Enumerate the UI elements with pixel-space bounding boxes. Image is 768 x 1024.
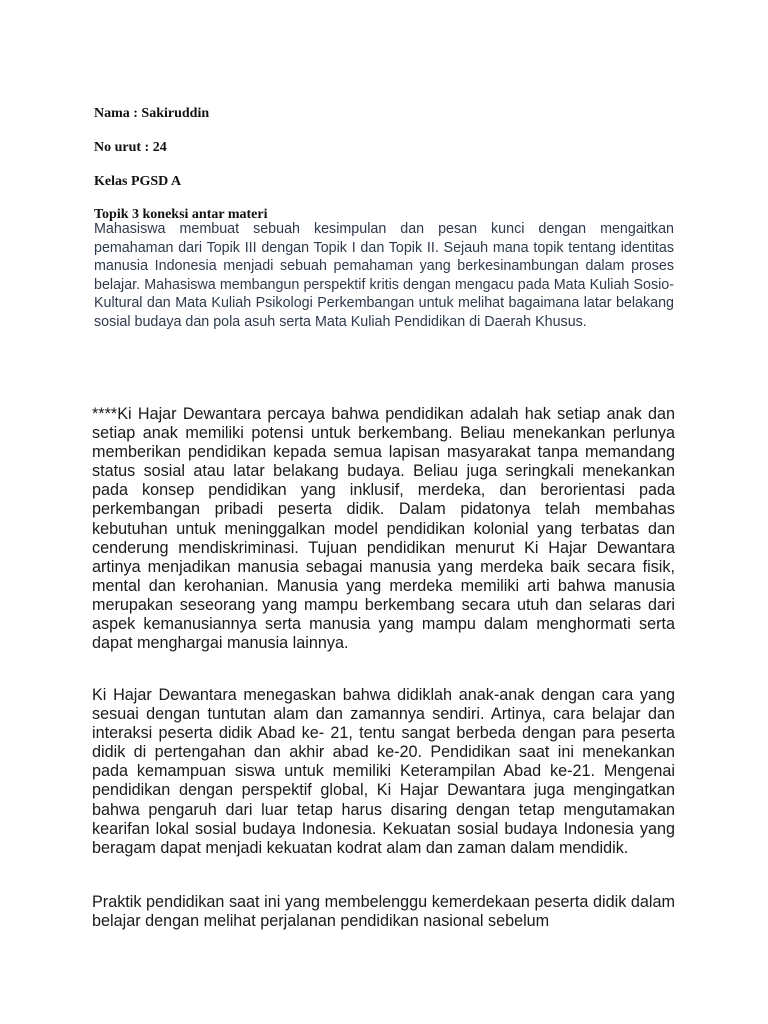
class-label: Kelas PGSD A bbox=[94, 174, 182, 189]
student-number: No urut : 24 bbox=[94, 140, 167, 155]
body-paragraph-2: Ki Hajar Dewantara menegaskan bahwa didiklah anak-anak dengan cara yang sesuai dengan tuntutan alam dan zamannya sendiri. Artinya, cara belajar dan interaksi peserta didik Abad ke- 21, tentu sangat berbeda dengan para peserta didik di pertengahan dan akhir abad ke-20. Pendidikan saat ini menekankan pada kemampuan siswa untuk memiliki Keterampilan Abad ke-21. Mengenai pendidikan dengan perspektif global, Ki Hajar Dewantara juga mengingatkan bahwa pengaruh dari luar tetap harus disaring dengan tetap mengutamakan kearifan lokal sosial budaya Indonesia. Kekuatan sosial budaya Indonesia yang beragam dapat menjadi kekuatan kodrat alam dan zaman dalam mendidik. bbox=[92, 686, 675, 857]
body-paragraph-3: Praktik pendidikan saat ini yang membelenggu kemerdekaan peserta didik dalam belajar dengan melihat perjalanan pendidikan nasional sebelum bbox=[92, 893, 675, 931]
student-name: Nama : Sakiruddin bbox=[94, 106, 210, 121]
intro-paragraph: Mahasiswa membuat sebuah kesimpulan dan pesan kunci dengan mengaitkan pemahaman dari Topik III dengan Topik I dan Topik II. Sejauh mana topik tentang identitas manusia Indonesia menjadi sebuah pemahaman yang berkesinambungan dalam proses belajar. Mahasiswa membangun perspektif kritis dengan mengacu pada Mata Kuliah Sosio-Kultural dan Mata Kuliah Psikologi Perkembangan untuk melihat bagaimana latar belakang sosial budaya dan pola asuh serta Mata Kuliah Pendidikan di Daerah Khusus. bbox=[94, 221, 674, 330]
topic-title: Topik 3 koneksi antar materi bbox=[94, 207, 268, 222]
body-paragraph-1: ****Ki Hajar Dewantara percaya bahwa pendidikan adalah hak setiap anak dan setiap anak memiliki potensi untuk berkembang. Beliau menekankan perlunya memberikan pendidikan kepada semua lapisan masyarakat tanpa memandang status sosial atau latar belakang budaya. Beliau juga seringkali menekankan pada konsep pendidikan yang inklusif, merdeka, dan berorientasi pada perkembangan pribadi peserta didik. Dalam pidatonya telah membahas kebutuhan untuk meninggalkan model pendidikan kolonial yang terbatas dan cenderung mendiskriminasi. Tujuan pendidikan menurut Ki Hajar Dewantara artinya menjadikan manusia sebagai manusia yang merdeka baik secara fisik, mental dan kerohanian. Manusia yang merdeka memiliki arti bahwa manusia merupakan seseorang yang mampu berkembang secara utuh dan selaras dari aspek kemanusiannya serta manusia yang mampu dalam menghormati serta dapat menghargai manusia lainnya. bbox=[92, 405, 675, 653]
